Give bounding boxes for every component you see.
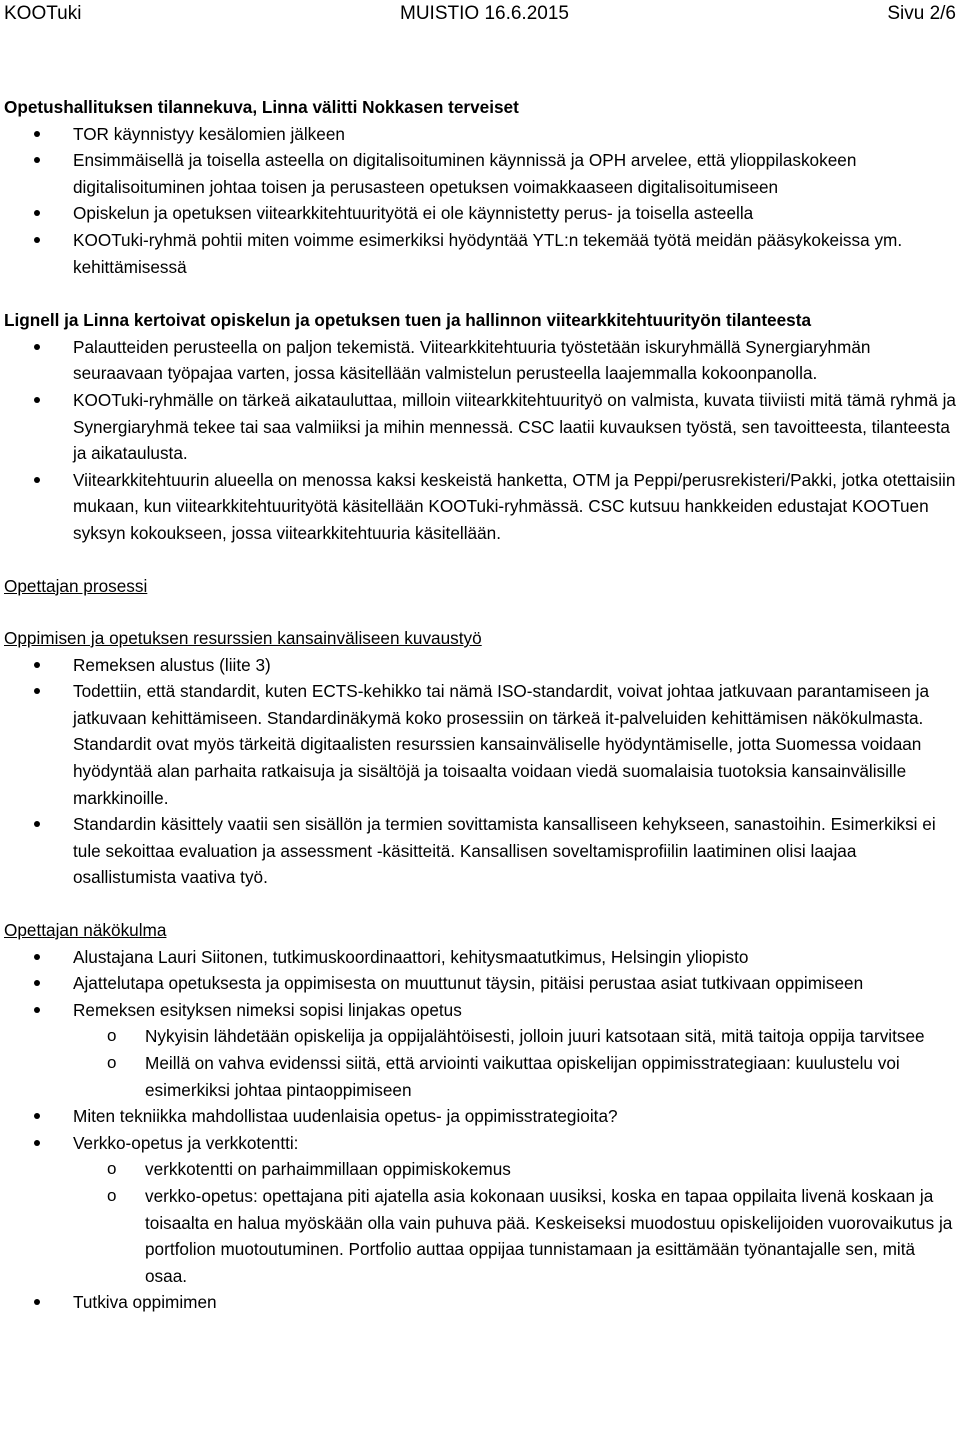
list-item: Remeksen esityksen nimeksi sopisi linjakas opetus: [4, 997, 956, 1024]
sub-list-item: o verkko-opetus: opettajana piti ajatella asia kokonaan uusiksi, koska en tapaa oppilaita livenä koskaan ja toisaalta en halua myöskään olla vain puhuva pää. Keskeiseksi muodostuu opiskelijoiden vuorovaikutus ja portfolion muotoutuminen. Portfolio auttaa oppijaa tunnistamaan ja esittämään työnantajalle sen, mitä osaa.: [4, 1183, 956, 1289]
sub-list-item: o Nykyisin lähdetään opiskelija ja oppijalähtöisesti, jolloin juuri katsotaan sitä, mitä taitoja oppija tarvitsee: [4, 1023, 956, 1050]
list-item: Ensimmäisellä ja toisella asteella on digitalisoituminen käynnissä ja OPH arvelee, että ylioppilaskokeen digitalisoituminen johtaa toisen ja perusasteen opetuksen voimakkaaseen digitalisoitumiseen: [4, 147, 956, 200]
list-item: KOOTuki-ryhmälle on tärkeä aikatauluttaa, milloin viitearkkitehtuurityö on valmista, kuvata tiiviisti mitä tämä ryhmä ja Synergiaryhmä tekee tai saa valmiiksi ja mihin mennessä. CSC laatii kuvauksen työstä, sen tavoitteesta, tilanteesta ja aikataulusta.: [4, 387, 956, 467]
section-title-resurssit: Oppimisen ja opetuksen resurssien kansainväliseen kuvaustyö: [4, 628, 482, 649]
header-page-number: Sivu 2/6: [887, 3, 956, 24]
page-header: [4, 2, 956, 28]
nakokulma-list: [4, 944, 956, 1316]
list-item: Remeksen alustus (liite 3): [4, 652, 956, 679]
document-body: [4, 94, 956, 1316]
header-memo-date: MUISTIO 16.6.2015: [400, 3, 569, 24]
section-title-nakokulma: Opettajan näkökulma: [4, 920, 167, 941]
list-item: Viitearkkitehtuurin alueella on menossa kaksi keskeistä hanketta, OTM ja Peppi/perusrekisteri/Pakki, jotka otettaisiin mukaan, kun viitearkkitehtuurityötä käsitellään KOOTuki-ryhmässä. CSC kutsuu hankkeiden edustajat KOOTuen syksyn kokoukseen, jossa viitearkkitehtuuria käsitellään.: [4, 467, 956, 547]
list-item: Tutkiva oppimimen: [4, 1289, 956, 1316]
section-title-lignell: Lignell ja Linna kertoivat opiskelun ja opetuksen tuen ja hallinnon viitearkkitehtuurityön tilanteesta: [4, 310, 812, 331]
list-item: Opiskelun ja opetuksen viitearkkitehtuurityötä ei ole käynnistetty perus- ja toisella asteella: [4, 200, 956, 227]
list-item: Ajattelutapa opetuksesta ja oppimisesta on muuttunut täysin, pitäisi perustaa asiat tutkivaan oppimiseen: [4, 970, 956, 997]
sub-list-item: o Meillä on vahva evidenssi siitä, että arviointi vaikuttaa opiskelijan oppimisstrategiaan: kuulustelu voi esimerkiksi johtaa pintaoppimiseen: [4, 1050, 956, 1103]
section-title-oph: Opetushallituksen tilannekuva, Linna välitti Nokkasen terveiset: [4, 97, 519, 117]
list-item: Palautteiden perusteella on paljon tekemistä. Viitearkkitehtuuria työstetään iskuryhmällä Synergiaryhmän seuraavaan työpajaa varten, jossa käsitellään valmistelun perusteella laajemmalla kokoonpanolla.: [4, 334, 956, 387]
section-title-opettajan-prosessi: Opettajan prosessi: [4, 575, 148, 596]
list-item: Miten tekniikka mahdollistaa uudenlaisia opetus- ja oppimisstrategioita?: [4, 1103, 956, 1130]
list-item: Alustajana Lauri Siitonen, tutkimuskoordinaattori, kehitysmaatutkimus, Helsingin yliopisto: [4, 944, 956, 971]
resurssit-list: [4, 652, 956, 891]
list-item: Standardin käsittely vaatii sen sisällön ja termien sovittamista kansalliseen kehykseen, sanastoihin. Esimerkiksi ei tule sekoittaa evaluation ja assessment -käsitteitä. Kansallisen soveltamisprofiilin laatiminen olisi laajaa osallistumista vaativa työ.: [4, 811, 956, 891]
oph-list: [4, 121, 956, 281]
list-item: Verkko-opetus ja verkkotentti:: [4, 1130, 956, 1157]
header-org: KOOTuki: [4, 3, 82, 24]
sub-list-item: o verkkotentti on parhaimmillaan oppimiskokemus: [4, 1156, 956, 1183]
lignell-list: [4, 334, 956, 547]
list-item: TOR käynnistyy kesälomien jälkeen: [4, 121, 956, 148]
list-item: KOOTuki-ryhmä pohtii miten voimme esimerkiksi hyödyntää YTL:n tekemää työtä meidän pääsykokeissa ym. kehittämisessä: [4, 227, 956, 280]
list-item: Todettiin, että standardit, kuten ECTS-kehikko tai nämä ISO-standardit, voivat johtaa jatkuvaan parantamiseen ja jatkuvaan kehittämiseen. Standardinäkymä koko prosessiin on tärkeä it-palveluiden kehittämisen näkökulmasta. Standardit ovat myös tärkeitä digitaalisten resurssien kansainväliselle hyödyntämiselle, jotta Suomessa voidaan hyödyntää alan parhaita ratkaisuja ja sisältöjä ja toisaalta voidaan viedä suomalaisia tuotoksia kansainvälisille markkinoille.: [4, 678, 956, 811]
